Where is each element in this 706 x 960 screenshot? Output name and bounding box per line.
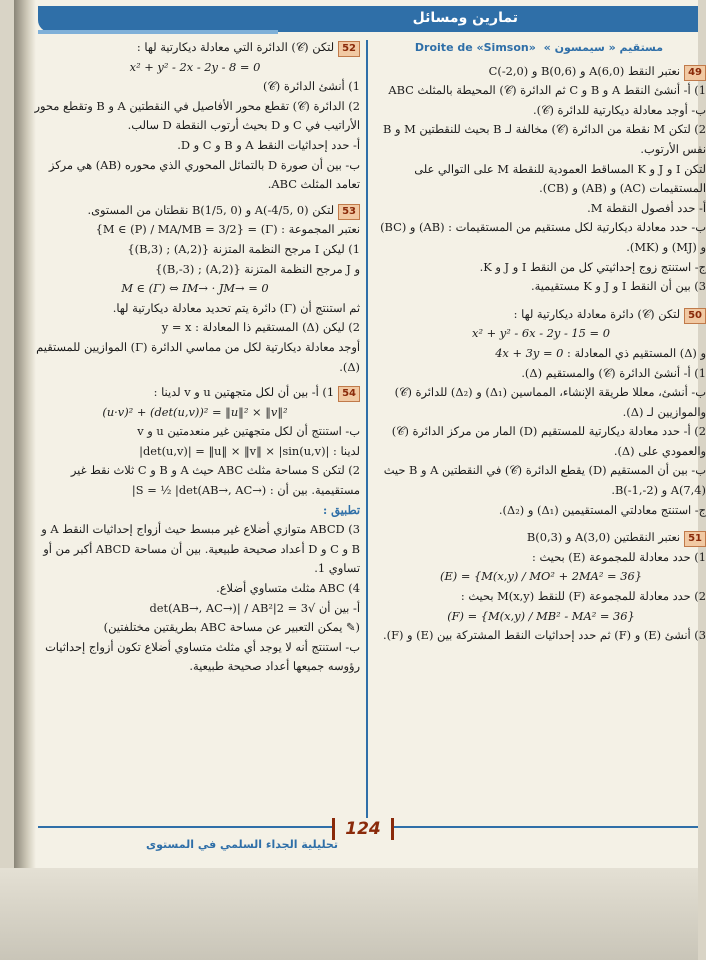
exercise-line: أ- حدد إحداثيات النقط A و B و C و D.: [177, 137, 360, 152]
exercise-line: 2) ليكن (Δ) المستقيم ذا المعادلة : y = x: [161, 320, 360, 335]
exercise-line: 3) أنشئ (E) و (F) ثم حدد إحداثيات النقط المشتركة بين (E) و (F).: [383, 628, 706, 643]
exercise-line: نعتبر النقط A(6,0) و B(0,6) و C(-2,0): [488, 63, 681, 78]
exercise-line: 4) ABC مثلث متساوي أضلاع.: [216, 581, 360, 596]
exercise-line: 2) أ- حدد معادلة ديكارتية للمستقيم (D) المار من مركز الدائرة (𝒞) والعمودي على (Δ).: [391, 424, 706, 458]
exercise-line: ثم استنتج أن (Γ) دائرة يتم تحديد معادلة ديكارتية لها.: [112, 300, 360, 315]
equation: 4x + 3y = 0: [495, 345, 564, 360]
exercise-line: أوجد معادلة ديكارتية لكل من مماسي الدائرة (Γ) الموازيين للمستقيم (Δ).: [36, 339, 360, 374]
equation: M ∈ (Γ) ⇔ IM→ · JM→ = 0: [121, 281, 269, 296]
exercise-number: 51: [684, 531, 706, 547]
exercise-number: 52: [338, 41, 360, 57]
exercise-49: [376, 62, 706, 297]
equation: x² + y² - 2x - 2y - 8 = 0: [129, 59, 261, 74]
page-number: 124: [332, 818, 394, 840]
exercise-line: ب- حدد معادلة ديكارتية لكل مستقيم من المستقيمات : (AB) و (BC) و (MJ) و (MK).: [380, 220, 706, 254]
exercise-51: [376, 528, 706, 646]
exercise-line: ب- أوجد معادلة ديكارتية للدائرة (𝒞).: [533, 102, 706, 117]
exercise-line: نعتبر المجموعة : (Γ) = {M ∈ (P) / MA/MB = 3/2}: [95, 222, 360, 237]
book-page: [14, 0, 706, 960]
scan-background: [0, 868, 698, 960]
exercise-line: و J مرجح النظمة المتزنة {(A,2) ; (B,-3)}: [155, 261, 360, 276]
exercise-53: [30, 201, 360, 377]
exercise-line: أ- حدد أفصول النقطة M.: [587, 200, 706, 215]
section-title-en: Droite de «Simson»: [414, 41, 536, 54]
exercise-line: ب- استنتج أنه لا يوجد أي مثلث متساوي أضلاع تكون أزواج إحداثيات رؤوسه جميعها أعداد صحيحة طبيعية.: [45, 639, 360, 674]
exercise-line: 3) ABCD متوازي أضلاع غير مبسط حيث أزواج إحداثيات النقط A و B و C و D أعداد صحيحة طبيعية. بين أن مساحة ABCD أكبر من أو تساوي 1.: [41, 522, 360, 576]
header-band: [38, 6, 698, 32]
exercise-line: 1) حدد معادلة للمجموعة (E) بحيث :: [532, 549, 706, 564]
exercise-line: نعتبر النقطتين A(3,0) و B(0,3): [526, 530, 681, 545]
equation: (E) = {M(x,y) / MO² + 2MA² = 36}: [440, 569, 642, 584]
exercise-line: 2) لتكن M نقطة من الدائرة (𝒞) مخالفة لـ B بحيث للنقطتين M و B نفس الأرتوب.: [383, 122, 706, 156]
equation-label: و (Δ) المستقيم ذي المعادلة :: [566, 345, 706, 360]
exercise-line: 1) ليكن I مرجح النظمة المتزنة {(A,2) ; (B,3)}: [127, 241, 360, 256]
exercise-number: 49: [684, 65, 706, 81]
exercise-54: [30, 383, 360, 677]
exercise-line: 2) لتكن S مساحة مثلث ABC حيث A و B و C ثلاث نقط غير مستقيمية. بين أن : S = ½ |det(AB→, AC→)|: [70, 463, 360, 498]
exercise-52: [30, 38, 360, 195]
application-heading: تطبيق :: [322, 502, 360, 517]
exercise-line: ب- بين أن المستقيم (D) يقطع الدائرة (𝒞) في النقطتين A و B حيث A(7,4) و B(-1,-2).: [383, 463, 706, 498]
exercise-line: ب- استنتج أن لكل متجهتين غير منعدمتين u و v: [137, 424, 360, 439]
section-title: [376, 38, 706, 58]
exercise-line: لدينا : |det(u,v)| = ‖u‖ × ‖v‖ × |sin(u,v)|: [139, 443, 360, 458]
exercise-number: 54: [338, 386, 360, 402]
exercise-line: 2) حدد معادلة للمجموعة (F) للنقط M(x,y) بحيث :: [460, 589, 706, 604]
exercise-line: 2) الدائرة (𝒞) تقطع محور الأفاصيل في النقطتين A و B وتقطع محور الأراتيب في C و D بحيث أرتوب النقطة D سالب.: [34, 98, 360, 133]
header-decoration: [38, 30, 278, 34]
exercise-line: 1) أ- أنشئ النقط A و B و C ثم الدائرة (𝒞) المحيطة بالمثلث ABC: [388, 83, 706, 98]
equation: x² + y² - 6x - 2y - 15 = 0: [472, 326, 610, 341]
exercise-line: 1) أ- أنشئ الدائرة (𝒞) والمستقيم (Δ).: [521, 365, 706, 380]
exercise-line: 1) أنشئ الدائرة (𝒞): [263, 79, 360, 94]
exercise-line: لتكن A(-4/5, 0) و B(1/5, 0) نقطتان من المستوى.: [87, 202, 335, 217]
exercise-line: ب- أنشئ، معللا طريقة الإنشاء، المماسين (Δ₁) و (Δ₂) للدائرة (𝒞) والموازيين لـ (Δ).: [394, 385, 706, 419]
equation: (u·v)² + (det(u,v))² = ‖u‖² × ‖v‖²: [102, 404, 288, 419]
right-column: [376, 38, 706, 838]
exercise-number: 50: [684, 308, 706, 324]
exercise-line: لتكن I و J و K المساقط العمودية للنقطة M على التوالي على المستقيمات (AC) و (AB) و (CB).: [414, 161, 706, 196]
exercise-line: ج- استنتج معادلتي المستقيمين (Δ₁) و (Δ₂).: [498, 502, 706, 517]
exercise-line: أ- بين أن √3 = 2|det(AB→, AC→)| / AB²: [149, 600, 360, 615]
footer-book-title: تحليلية الجداء السلمي في المستوى: [146, 838, 338, 851]
exercise-line: ب- بين أن صورة D بالتماثل المحوري الذي محوره (AB) هي مركز تعامد المثلث ABC.: [48, 157, 360, 192]
equation: (F) = {M(x,y) / MB² - MA² = 36}: [447, 608, 635, 623]
left-column: [30, 38, 360, 838]
exercise-line: 3) بين أن النقط I و J و K مستقيمية.: [530, 279, 706, 294]
exercise-line: ج- استنتج زوج إحداثيتي كل من النقط I و J و K.: [479, 259, 706, 274]
exercise-intro: لتكن (𝒞) الدائرة التي معادلة ديكارتية لها :: [136, 40, 335, 54]
exercise-number: 53: [338, 204, 360, 220]
exercise-line: 1) أ- بين أن لكل متجهتين u و v لدينا :: [153, 385, 335, 400]
column-divider: [366, 40, 368, 832]
header-title: تمارين ومسائل: [412, 10, 518, 26]
section-title-ar: مستقيم « سيمسون »: [543, 41, 664, 54]
hint-line: (✎ يمكن التعبير عن مساحة ABC بطريقتين مختلفتين): [103, 620, 360, 635]
exercise-50: [376, 305, 706, 521]
exercise-intro: لتكن (𝒞) دائرة معادلة ديكارتية لها :: [513, 306, 681, 321]
